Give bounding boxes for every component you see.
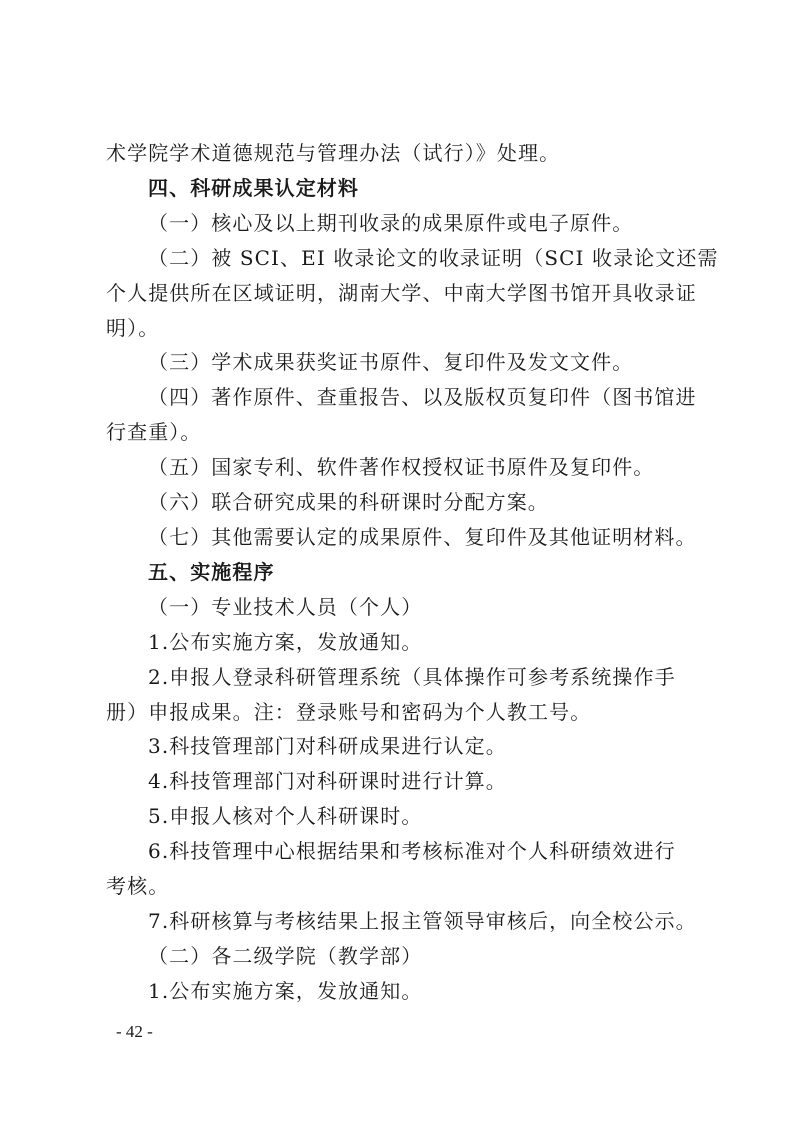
- paragraph-line: 5.申报人核对个人科研课时。: [148, 804, 423, 829]
- paragraph-line: （三）学术成果获奖证书原件、复印件及发文文件。: [148, 350, 634, 375]
- paragraph-line: 个人提供所在区域证明，湖南大学、中南大学图书馆开具收录证: [106, 280, 697, 305]
- document-body: [106, 136, 719, 1009]
- paragraph-line: （一）核心及以上期刊收录的成果原件或电子原件。: [148, 210, 634, 235]
- paragraph-line: 1.公布实施方案，发放通知。: [148, 978, 423, 1003]
- paragraph-line: （二）各二级学院（教学部）: [148, 943, 423, 968]
- paragraph-line: 6.科技管理中心根据结果和考核标准对个人科研绩效进行: [148, 839, 676, 864]
- section-heading-procedure: 五、实施程序: [148, 559, 275, 584]
- paragraph-line: （二）被 SCI、EI 收录论文的收录证明（SCI 收录论文还需: [148, 245, 719, 270]
- paragraph-line: （六）联合研究成果的科研课时分配方案。: [148, 490, 549, 515]
- paragraph-line: （一）专业技术人员（个人）: [148, 594, 423, 619]
- paragraph-line: 7.科研核算与考核结果上报主管领导审核后，向全校公示。: [148, 908, 697, 933]
- paragraph-line: 1.公布实施方案，发放通知。: [148, 629, 423, 654]
- paragraph-line: 行查重）。: [106, 420, 202, 445]
- paragraph-line: （五）国家专利、软件著作权授权证书原件及复印件。: [148, 455, 655, 480]
- section-heading-materials: 四、科研成果认定材料: [148, 175, 359, 200]
- paragraph-line: 术学院学术道德规范与管理办法（试行）》处理。: [106, 141, 561, 165]
- paragraph-line: 考核。: [106, 874, 170, 899]
- paragraph-line: 3.科技管理部门对科研成果进行认定。: [148, 734, 507, 759]
- paragraph-line: 2.申报人登录科研管理系统（具体操作可参考系统操作手: [148, 664, 676, 689]
- paragraph-line: （四）著作原件、查重报告、以及版权页复印件（图书馆进: [148, 385, 697, 410]
- paragraph-line: 明）。: [106, 315, 160, 340]
- paragraph-line: 册）申报成果。注：登录账号和密码为个人教工号。: [106, 699, 592, 724]
- page-number: - 42 -: [116, 1022, 153, 1041]
- paragraph-line: 4.科技管理部门对科研课时进行计算。: [148, 769, 507, 794]
- paragraph-line: （七）其他需要认定的成果原件、复印件及其他证明材料。: [148, 524, 697, 549]
